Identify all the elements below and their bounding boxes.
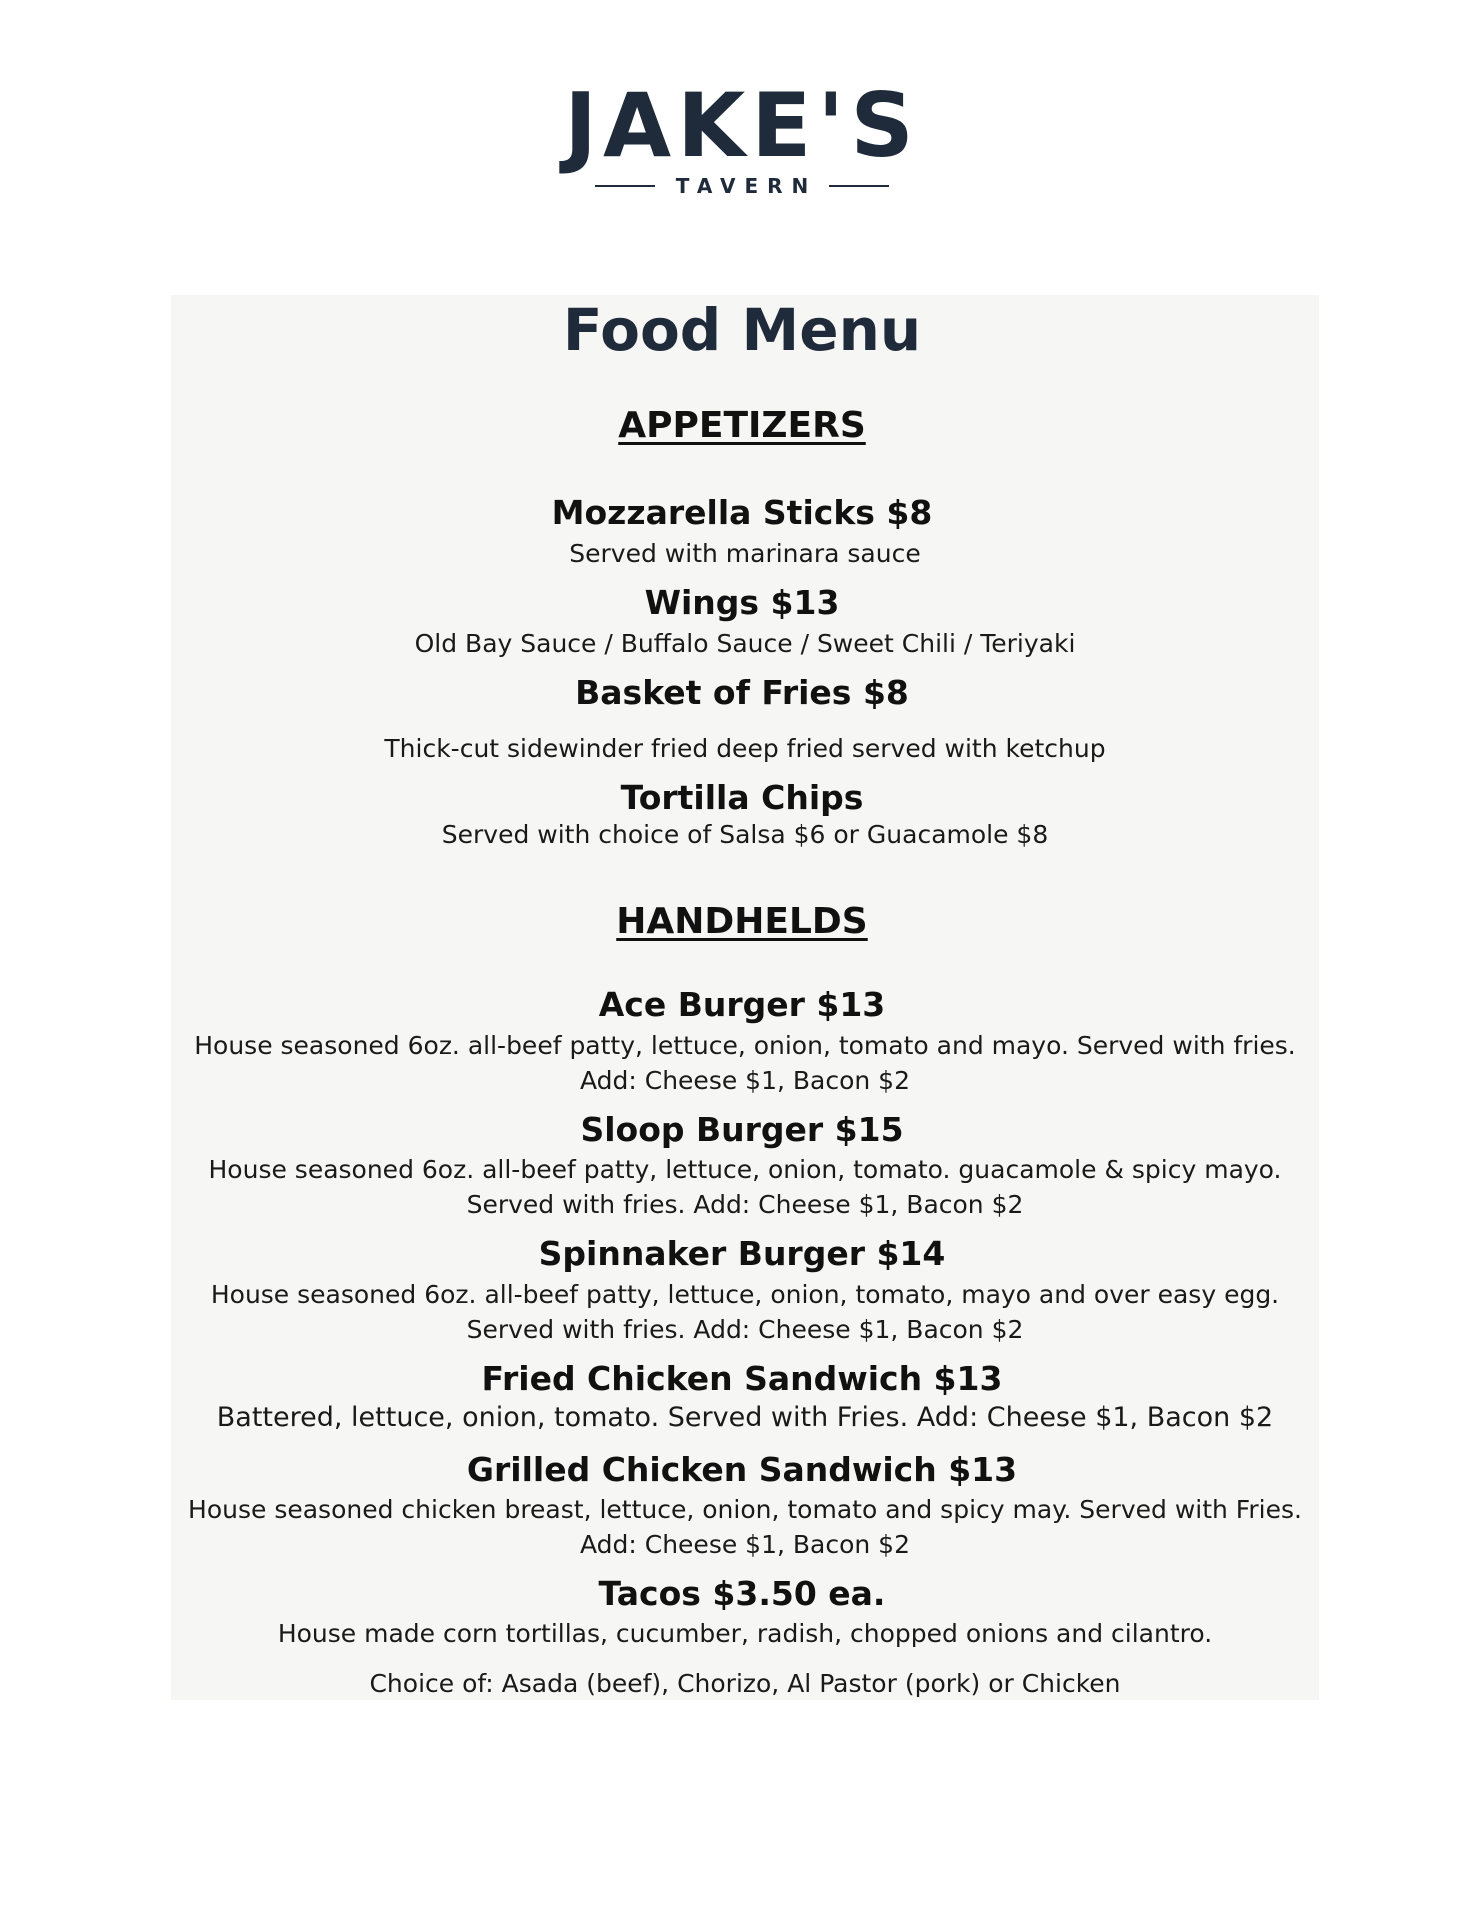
item-name-fried-chicken-sandwich: Fried Chicken Sandwich $13 [481,1359,1003,1398]
section-heading-appetizers: APPETIZERS [618,405,866,446]
item-name-spinnaker-burger: Spinnaker Burger $14 [538,1234,946,1273]
item-name-basket-of-fries: Basket of Fries $8 [575,673,909,712]
item-desc-ace-burger: House seasoned 6oz. all-beef patty, lettuce, onion, tomato and mayo. Served with fries. Add: Cheese $1, Bacon $2 [194,1031,1296,1095]
section-heading-handhelds: HANDHELDS [616,901,868,942]
item-note-tacos: Choice of: Asada (beef), Chorizo, Al Pastor (pork) or Chicken [369,1669,1121,1698]
logo-divider-right [829,185,889,187]
item-desc-spinnaker-burger: House seasoned 6oz. all-beef patty, lettuce, onion, tomato, mayo and over easy egg. Served with fries. Add: Cheese $1, Bacon $2 [210,1280,1280,1344]
tavern-logo [0,74,1484,198]
item-desc-sloop-burger: House seasoned 6oz. all-beef patty, lettuce, onion, tomato. guacamole & spicy mayo. Served with fries. Add: Cheese $1, Bacon $2 [208,1155,1282,1219]
item-name-ace-burger: Ace Burger $13 [598,985,886,1024]
item-desc-mozzarella-sticks: Served with marinara sauce [569,539,921,568]
item-desc-tortilla-chips: Served with choice of Salsa $6 or Guacamole $8 [441,820,1049,849]
page-title: Food Menu [562,296,922,364]
logo-subtitle-row [0,174,1484,198]
item-desc-fried-chicken-sandwich: Battered, lettuce, onion, tomato. Served with Fries. Add: Cheese $1, Bacon $2 [216,1402,1274,1433]
logo-name: JAKE'S [564,74,920,177]
item-desc-tacos: House made corn tortillas, cucumber, radish, chopped onions and cilantro. [277,1619,1213,1648]
item-name-wings: Wings $13 [644,583,840,622]
item-desc-grilled-chicken-sandwich: House seasoned chicken breast, lettuce, onion, tomato and spicy may. Served with Fries. Add: Cheese $1, Bacon $2 [188,1495,1302,1559]
item-name-tortilla-chips: Tortilla Chips [620,778,864,817]
logo-subtitle: TAVERN [675,174,818,198]
item-name-grilled-chicken-sandwich: Grilled Chicken Sandwich $13 [466,1450,1018,1489]
item-name-tacos: Tacos $3.50 ea. [598,1574,886,1613]
item-desc-basket-of-fries: Thick-cut sidewinder fried deep fried served with ketchup [384,734,1106,763]
item-desc-wings: Old Bay Sauce / Buffalo Sauce / Sweet Chili / Teriyaki [414,629,1076,658]
logo-divider-left [595,185,655,187]
item-name-sloop-burger: Sloop Burger $15 [580,1110,904,1149]
item-name-mozzarella-sticks: Mozzarella Sticks $8 [551,493,933,532]
